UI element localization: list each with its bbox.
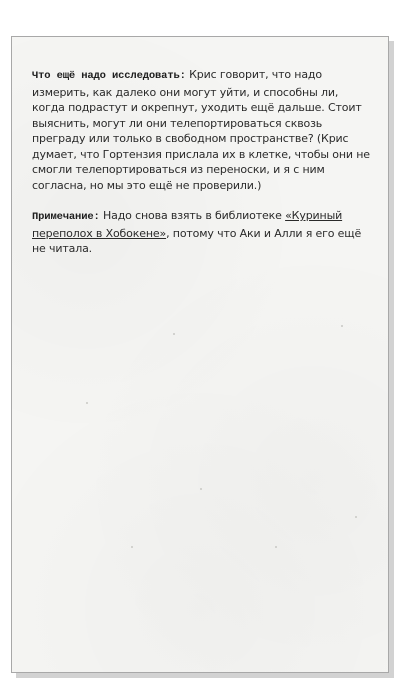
paper-speck xyxy=(341,325,343,327)
research-heading: Что ещё надо исследовать: xyxy=(32,70,186,82)
library-note xyxy=(32,208,372,257)
library-heading: Примечание: xyxy=(32,211,100,223)
notes-text xyxy=(32,67,372,272)
research-body: Крис говорит, что надо измерить, как далеко они могут уйти, и способны ли, когда подрастут и окрепнут, уходить ещё дальше. Стоит выяснить, могут ли они телепортироваться сквозь преграду или только в свободном пространстве? (Крис думает, что Гортензия прислала их в клетке, чтобы они не смогли телепортироваться из переноски, и я с ним согласна, но мы это ещё не проверили.) xyxy=(32,68,370,192)
paper-speck xyxy=(173,333,175,335)
paper-speck xyxy=(275,546,277,548)
library-body-after: , потому что Аки и Алли я его ещё не читала. xyxy=(32,226,362,255)
paper-speck xyxy=(131,546,133,548)
paper-speck xyxy=(355,516,357,518)
notebook-page xyxy=(11,36,389,673)
research-note xyxy=(32,67,372,193)
paper-speck xyxy=(86,402,88,404)
book-title-link[interactable]: «Куриный переполох в Хобокене» xyxy=(32,209,343,240)
library-body-before: Надо снова взять в библиотеке xyxy=(99,209,286,222)
paper-speck xyxy=(200,488,202,490)
